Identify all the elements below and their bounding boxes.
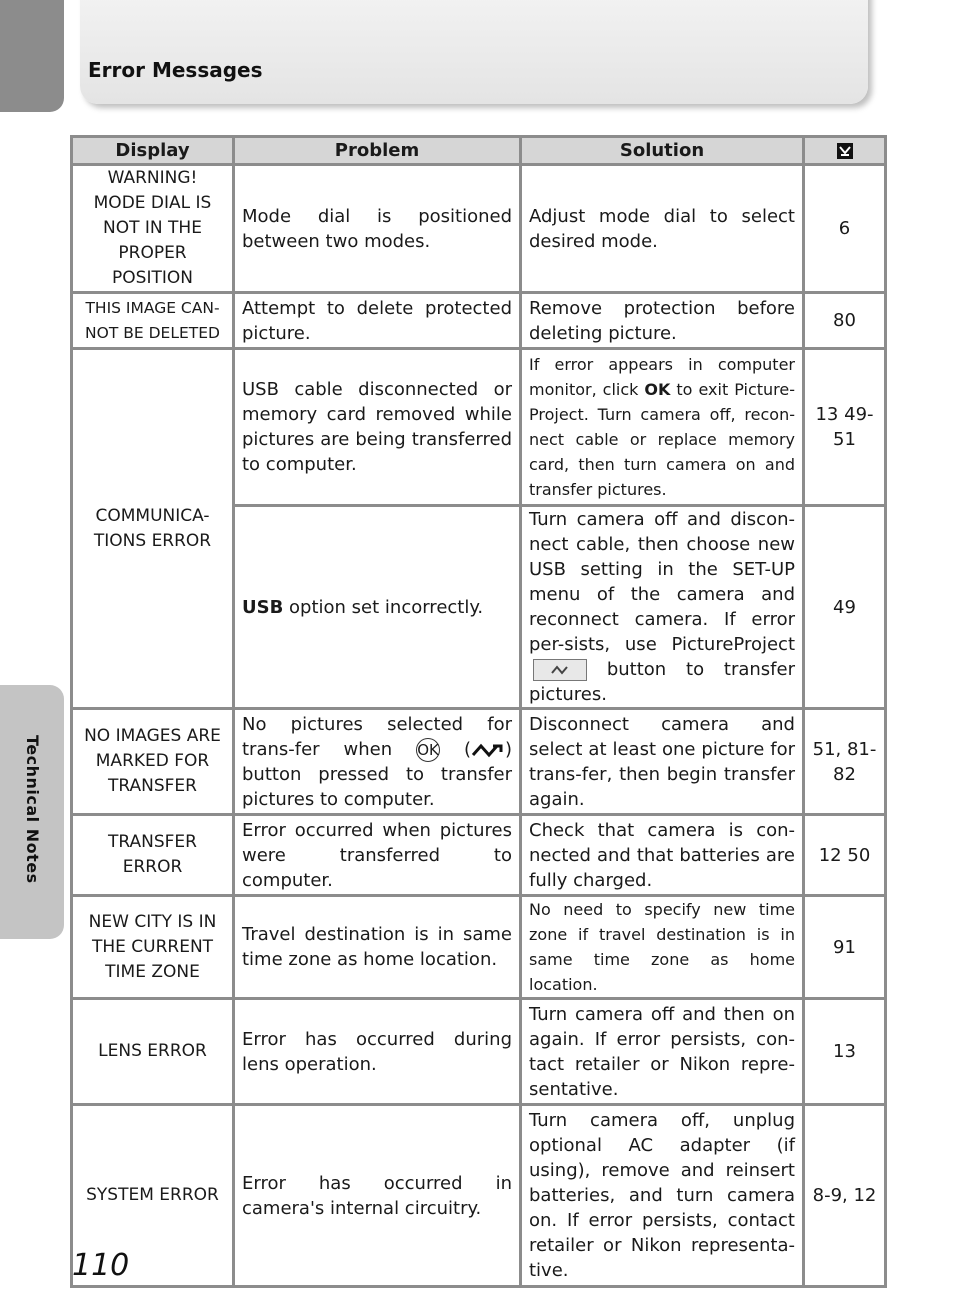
problem-cell: Travel destination is in same time zone as home location. <box>234 896 521 999</box>
top-edge-tab <box>0 0 64 112</box>
problem-cell <box>234 506 521 709</box>
usb-label: USB <box>242 596 284 618</box>
table-row <box>72 293 886 349</box>
solution-cell: Adjust mode dial to select desired mode. <box>521 165 804 293</box>
problem-cell: Error has occurred in camera's internal circuitry. <box>234 1105 521 1287</box>
table-row <box>72 709 886 815</box>
display-cell: THIS IMAGE CAN-NOT BE DELETED <box>72 293 234 349</box>
header-page-icon <box>804 137 886 165</box>
page-cell: 49 <box>804 506 886 709</box>
solution-text: button to transfer pictures. <box>529 659 795 705</box>
header-display: Display <box>72 137 234 165</box>
side-tab-label: Technical Notes <box>23 735 42 884</box>
display-cell: NEW CITY IS IN THE CURRENT TIME ZONE <box>72 896 234 999</box>
solution-text: If error appears in computer monitor, click <box>529 355 795 399</box>
page-cell: 13 49-51 <box>804 349 886 506</box>
table-row <box>72 1105 886 1287</box>
display-cell: LENS ERROR <box>72 999 234 1105</box>
solution-cell: Turn camera off and then on again. If error persists, con-tact retailer or Nikon repre-sentative. <box>521 999 804 1105</box>
error-messages-table <box>70 135 887 1288</box>
problem-cell: Error occurred when pictures were transferred to computer. <box>234 815 521 896</box>
problem-cell: USB cable disconnected or memory card removed while pictures are being transferred to computer. <box>234 349 521 506</box>
display-cell: TRANSFER ERROR <box>72 815 234 896</box>
problem-cell: Attempt to delete protected picture. <box>234 293 521 349</box>
table-row <box>72 165 886 293</box>
page-cell: 80 <box>804 293 886 349</box>
solution-cell <box>521 349 804 506</box>
table-header-row <box>72 137 886 165</box>
nikon-reference-icon <box>836 142 854 160</box>
solution-text: to exit Picture-Project. Turn camera off, recon-nect cable or replace memory card, then turn camera on and transfer pictures. <box>529 380 795 499</box>
solution-text: Turn camera off and discon-nect cable, then choose new USB setting in the SET-UP menu of the camera and reconnect camera. If error per-sists, use PictureProject <box>529 509 795 655</box>
page-number: 110 <box>72 1248 130 1283</box>
problem-text: option set incorrectly. <box>283 596 484 618</box>
display-cell: COMMUNICA-TIONS ERROR <box>72 349 234 709</box>
table-row <box>72 349 886 506</box>
display-cell: NO IMAGES ARE MARKED FOR TRANSFER <box>72 709 234 815</box>
solution-cell: Disconnect camera and select at least one picture for trans-fer, then begin transfer again. <box>521 709 804 815</box>
solution-cell: Check that camera is con-nected and that batteries are fully charged. <box>521 815 804 896</box>
solution-cell <box>521 506 804 709</box>
problem-text: button pressed to transfer pictures to computer. <box>242 763 512 810</box>
header-solution: Solution <box>521 137 804 165</box>
page-cell: 91 <box>804 896 886 999</box>
transfer-icon <box>471 741 505 759</box>
section-title: Error Messages <box>88 58 263 82</box>
header-problem: Problem <box>234 137 521 165</box>
ok-button-icon: OK <box>416 738 440 762</box>
problem-text: No pictures selected for trans-fer when <box>242 713 512 760</box>
display-cell: SYSTEM ERROR <box>72 1105 234 1287</box>
table-row <box>72 999 886 1105</box>
problem-cell: Error has occurred during lens operation. <box>234 999 521 1105</box>
problem-cell: No pictures selected for trans-fer when OK ( ) button pressed to transfer pictures to computer. <box>234 709 521 815</box>
display-cell: WARNING! MODE DIAL IS NOT IN THE PROPER POSITION <box>72 165 234 293</box>
transfer-button-icon <box>533 659 587 681</box>
solution-cell: Remove protection before deleting picture. <box>521 293 804 349</box>
solution-cell: No need to specify new time zone if travel destination is in same time zone as home location. <box>521 896 804 999</box>
page-cell: 13 <box>804 999 886 1105</box>
page-cell: 51, 81-82 <box>804 709 886 815</box>
table-row <box>72 896 886 999</box>
page-cell: 12 50 <box>804 815 886 896</box>
page-cell: 8-9, 12 <box>804 1105 886 1287</box>
table-row <box>72 815 886 896</box>
solution-cell: Turn camera off, unplug optional AC adapter (if using), remove and reinsert batteries, and turn camera on. If error persists, contact retailer or Nikon representa-tive. <box>521 1105 804 1287</box>
problem-cell: Mode dial is positioned between two modes. <box>234 165 521 293</box>
ok-label: OK <box>644 380 671 399</box>
page-cell: 6 <box>804 165 886 293</box>
header-banner <box>80 0 868 104</box>
